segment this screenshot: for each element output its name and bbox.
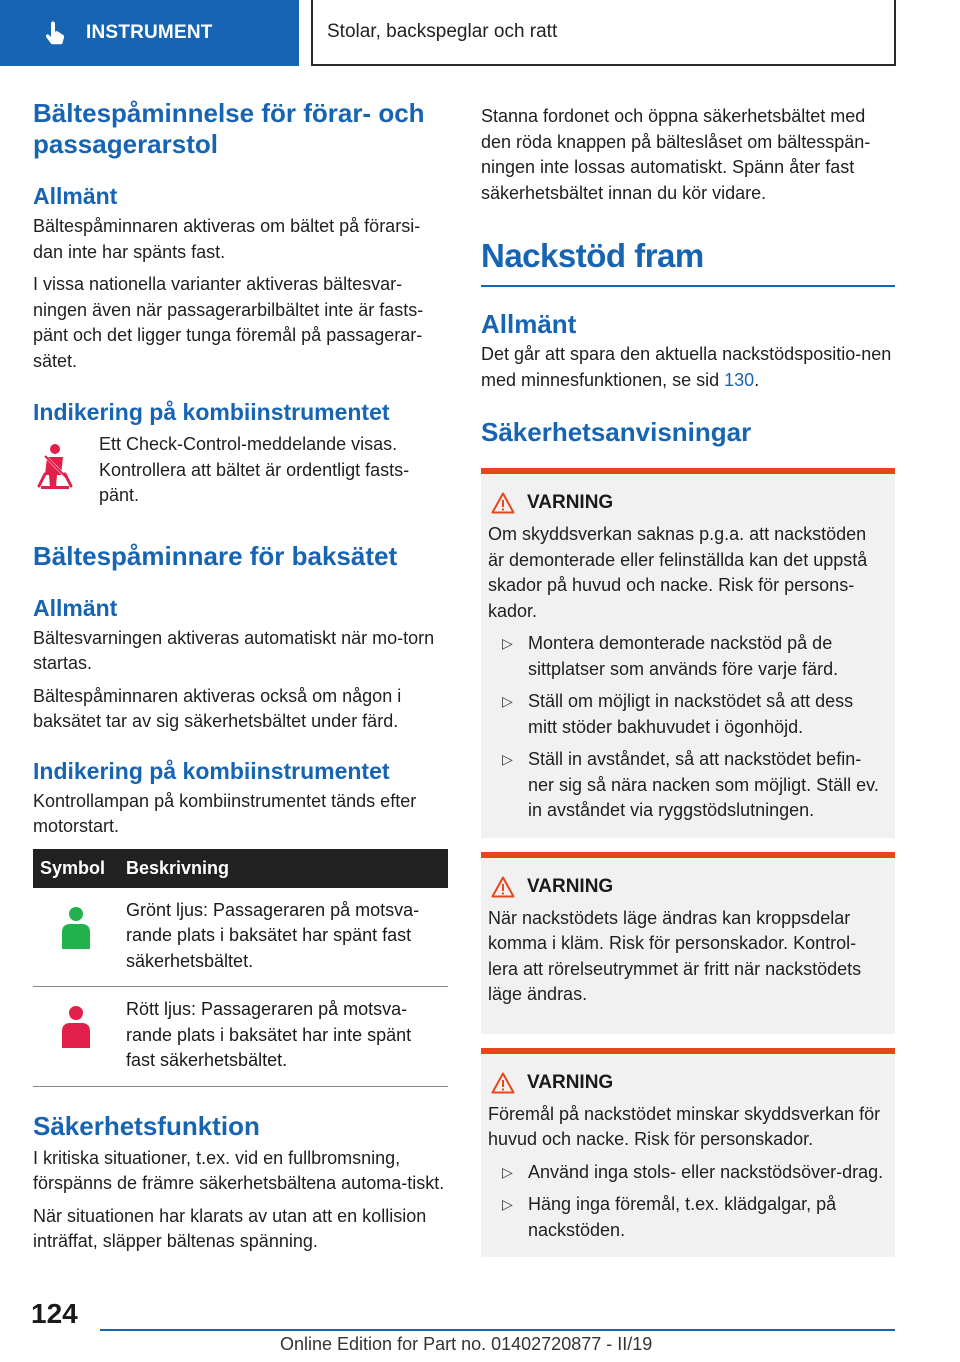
warning-box <box>481 1048 895 1258</box>
warning-text: Om skyddsverkan saknas p.g.a. att nackstöden är demonterade eller felinställda kan det uppstå skador på huvud och nacke. Risk för persons-kador. <box>488 524 868 621</box>
col-description: Beskrivning <box>119 849 448 888</box>
warning-triangle-icon <box>491 1072 515 1094</box>
paragraph-text: . <box>754 369 760 390</box>
bullet-item <box>488 1192 885 1243</box>
warning-triangle-icon <box>491 876 515 898</box>
section-tab <box>0 0 299 66</box>
bullet-item <box>488 631 885 682</box>
bullet-item <box>488 689 885 740</box>
footer-rule <box>100 1329 895 1331</box>
heading-general-3: Allmänt <box>481 309 577 339</box>
bullet-text: Montera demonterade nackstöd på de sittplatser som används före varje färd. <box>528 633 839 679</box>
heading-rear-seatbelt: Bältespåminnare för baksätet <box>33 540 398 571</box>
row-description: Grönt ljus: Passageraren på motsva-rande plats i baksätet har spänt fast säkerhetsbältet. <box>119 888 448 987</box>
green-person-icon <box>59 906 93 952</box>
heading-rule <box>481 285 895 287</box>
section-tab-label: INSTRUMENT <box>86 22 213 43</box>
warning-box <box>481 852 895 1034</box>
indicator-text: Ett Check-Control-meddelande visas. Kontrollera att bältet är ordentligt fasts-pänt. <box>99 434 410 505</box>
paragraph: Kontrollampan på kombiinstrumentet tänds efter motorstart. <box>33 790 417 836</box>
bullet-triangle-icon: ▷ <box>502 751 513 767</box>
bullet-text: Ställ om möjligt in nackstödet så att dess mitt stöder bakhuvudet i ögonhöjd. <box>528 691 854 737</box>
warning-label: VARNING <box>527 492 614 513</box>
warning-triangle-icon <box>491 492 515 514</box>
bullet-triangle-icon: ▷ <box>502 635 513 651</box>
paragraph: I kritiska situationer, t.ex. vid en fullbromsning, förspänns de främre säkerhetsbältena automa-tiskt. <box>33 1147 445 1193</box>
paragraph: Bältesvarningen aktiveras automatiskt när mo-torn startas. <box>33 627 435 673</box>
bullet-triangle-icon: ▷ <box>502 1163 513 1180</box>
warning-label: VARNING <box>527 1071 614 1093</box>
heading-safety-function: Säkerhetsfunktion <box>33 1110 260 1141</box>
paragraph: Bältespåminnaren aktiveras om bältet på förarsi-dan inte har spänts fast. <box>33 216 421 262</box>
warning-header <box>491 1072 885 1094</box>
heading-general-1: Allmänt <box>33 183 118 209</box>
paragraph: Bältespåminnaren aktiveras också om någon i baksätet tar av sig säkerhetsbältet under färd. <box>33 685 402 731</box>
symbol-table <box>33 849 448 1087</box>
col-symbol: Symbol <box>33 849 119 888</box>
paragraph: Stanna fordonet och öppna säkerhetsbältet med den röda knappen på bälteslåset om bältesspän-ningen inte lossas automatiskt. Spänn åter fast säkerhetsbältet innan du kör vidare. <box>481 106 871 203</box>
red-person-icon <box>59 1005 93 1051</box>
seatbelt-warning-icon <box>33 432 99 509</box>
paragraph: I vissa nationella varianter aktiveras bältesvar-ningen även när passagerarbilbältet inte är fasts-pänt och det ligger tunga föremål på passagerar-sätet. <box>33 274 424 371</box>
bullet-item <box>488 1160 885 1186</box>
bullet-item <box>488 747 885 824</box>
paragraph: När situationen har klarats av utan att en kollision inträffat, släpper bältenas spänning. <box>33 1205 427 1251</box>
warning-header <box>491 876 885 898</box>
page-number: 124 <box>31 1298 78 1329</box>
warning-header <box>491 492 885 514</box>
bullet-triangle-icon: ▷ <box>502 1196 513 1212</box>
warning-box <box>481 468 895 838</box>
bullet-triangle-icon: ▷ <box>502 693 513 709</box>
warning-label: VARNING <box>527 875 614 897</box>
heading-general-2: Allmänt <box>33 594 118 621</box>
paragraph-memory <box>481 342 895 393</box>
edition-text: Online Edition for Part no. 01402720877 - II/19 <box>280 1334 653 1354</box>
paragraph-text: Det går att spara den aktuella nackstödspositio-nen med minnesfunktionen, se sid <box>481 344 892 390</box>
bullet-text: Häng inga föremål, t.ex. klädgalgar, på nackstöden. <box>528 1194 837 1240</box>
left-column <box>33 98 448 1255</box>
hand-pointer-icon <box>42 20 68 46</box>
right-column <box>481 104 895 1257</box>
heading-indication-2: Indikering på kombiinstrumentet <box>33 757 390 784</box>
table-row <box>33 987 448 1087</box>
warning-text: Föremål på nackstödet minskar skyddsverkan för huvud och nacke. Risk för personskador. <box>488 1103 881 1149</box>
chapter-title: Stolar, backspeglar och ratt <box>311 0 896 66</box>
warning-text: När nackstödets läge ändras kan kroppsdelar komma i kläm. Risk för personskador. Kontrol-lera att rörelseutrymmet är fritt när nackstödets läge ändras. <box>488 907 862 1004</box>
row-description: Rött ljus: Passageraren på motsva-rande plats i baksätet har inte spänt fast säkerhetsbältet. <box>119 987 448 1087</box>
heading-safety-notes: Säkerhetsanvisningar <box>481 417 752 447</box>
table-row <box>33 888 448 987</box>
page-link[interactable]: 130 <box>724 369 755 390</box>
heading-seatbelt-reminder-front: Bältespåminnelse för förar- och passagerarstol <box>33 98 425 159</box>
bullet-text: Använd inga stols- eller nackstödsöver-drag. <box>528 1161 884 1182</box>
indicator-row <box>33 432 448 509</box>
heading-front-headrest: Nackstöd fram <box>481 237 704 274</box>
heading-indication-1: Indikering på kombiinstrumentet <box>33 399 390 425</box>
bullet-text: Ställ in avståndet, så att nackstödet befin-ner sig så nära nacken som möjligt. Ställ ev. in avståndet via ryggstödslutningen. <box>528 749 879 820</box>
